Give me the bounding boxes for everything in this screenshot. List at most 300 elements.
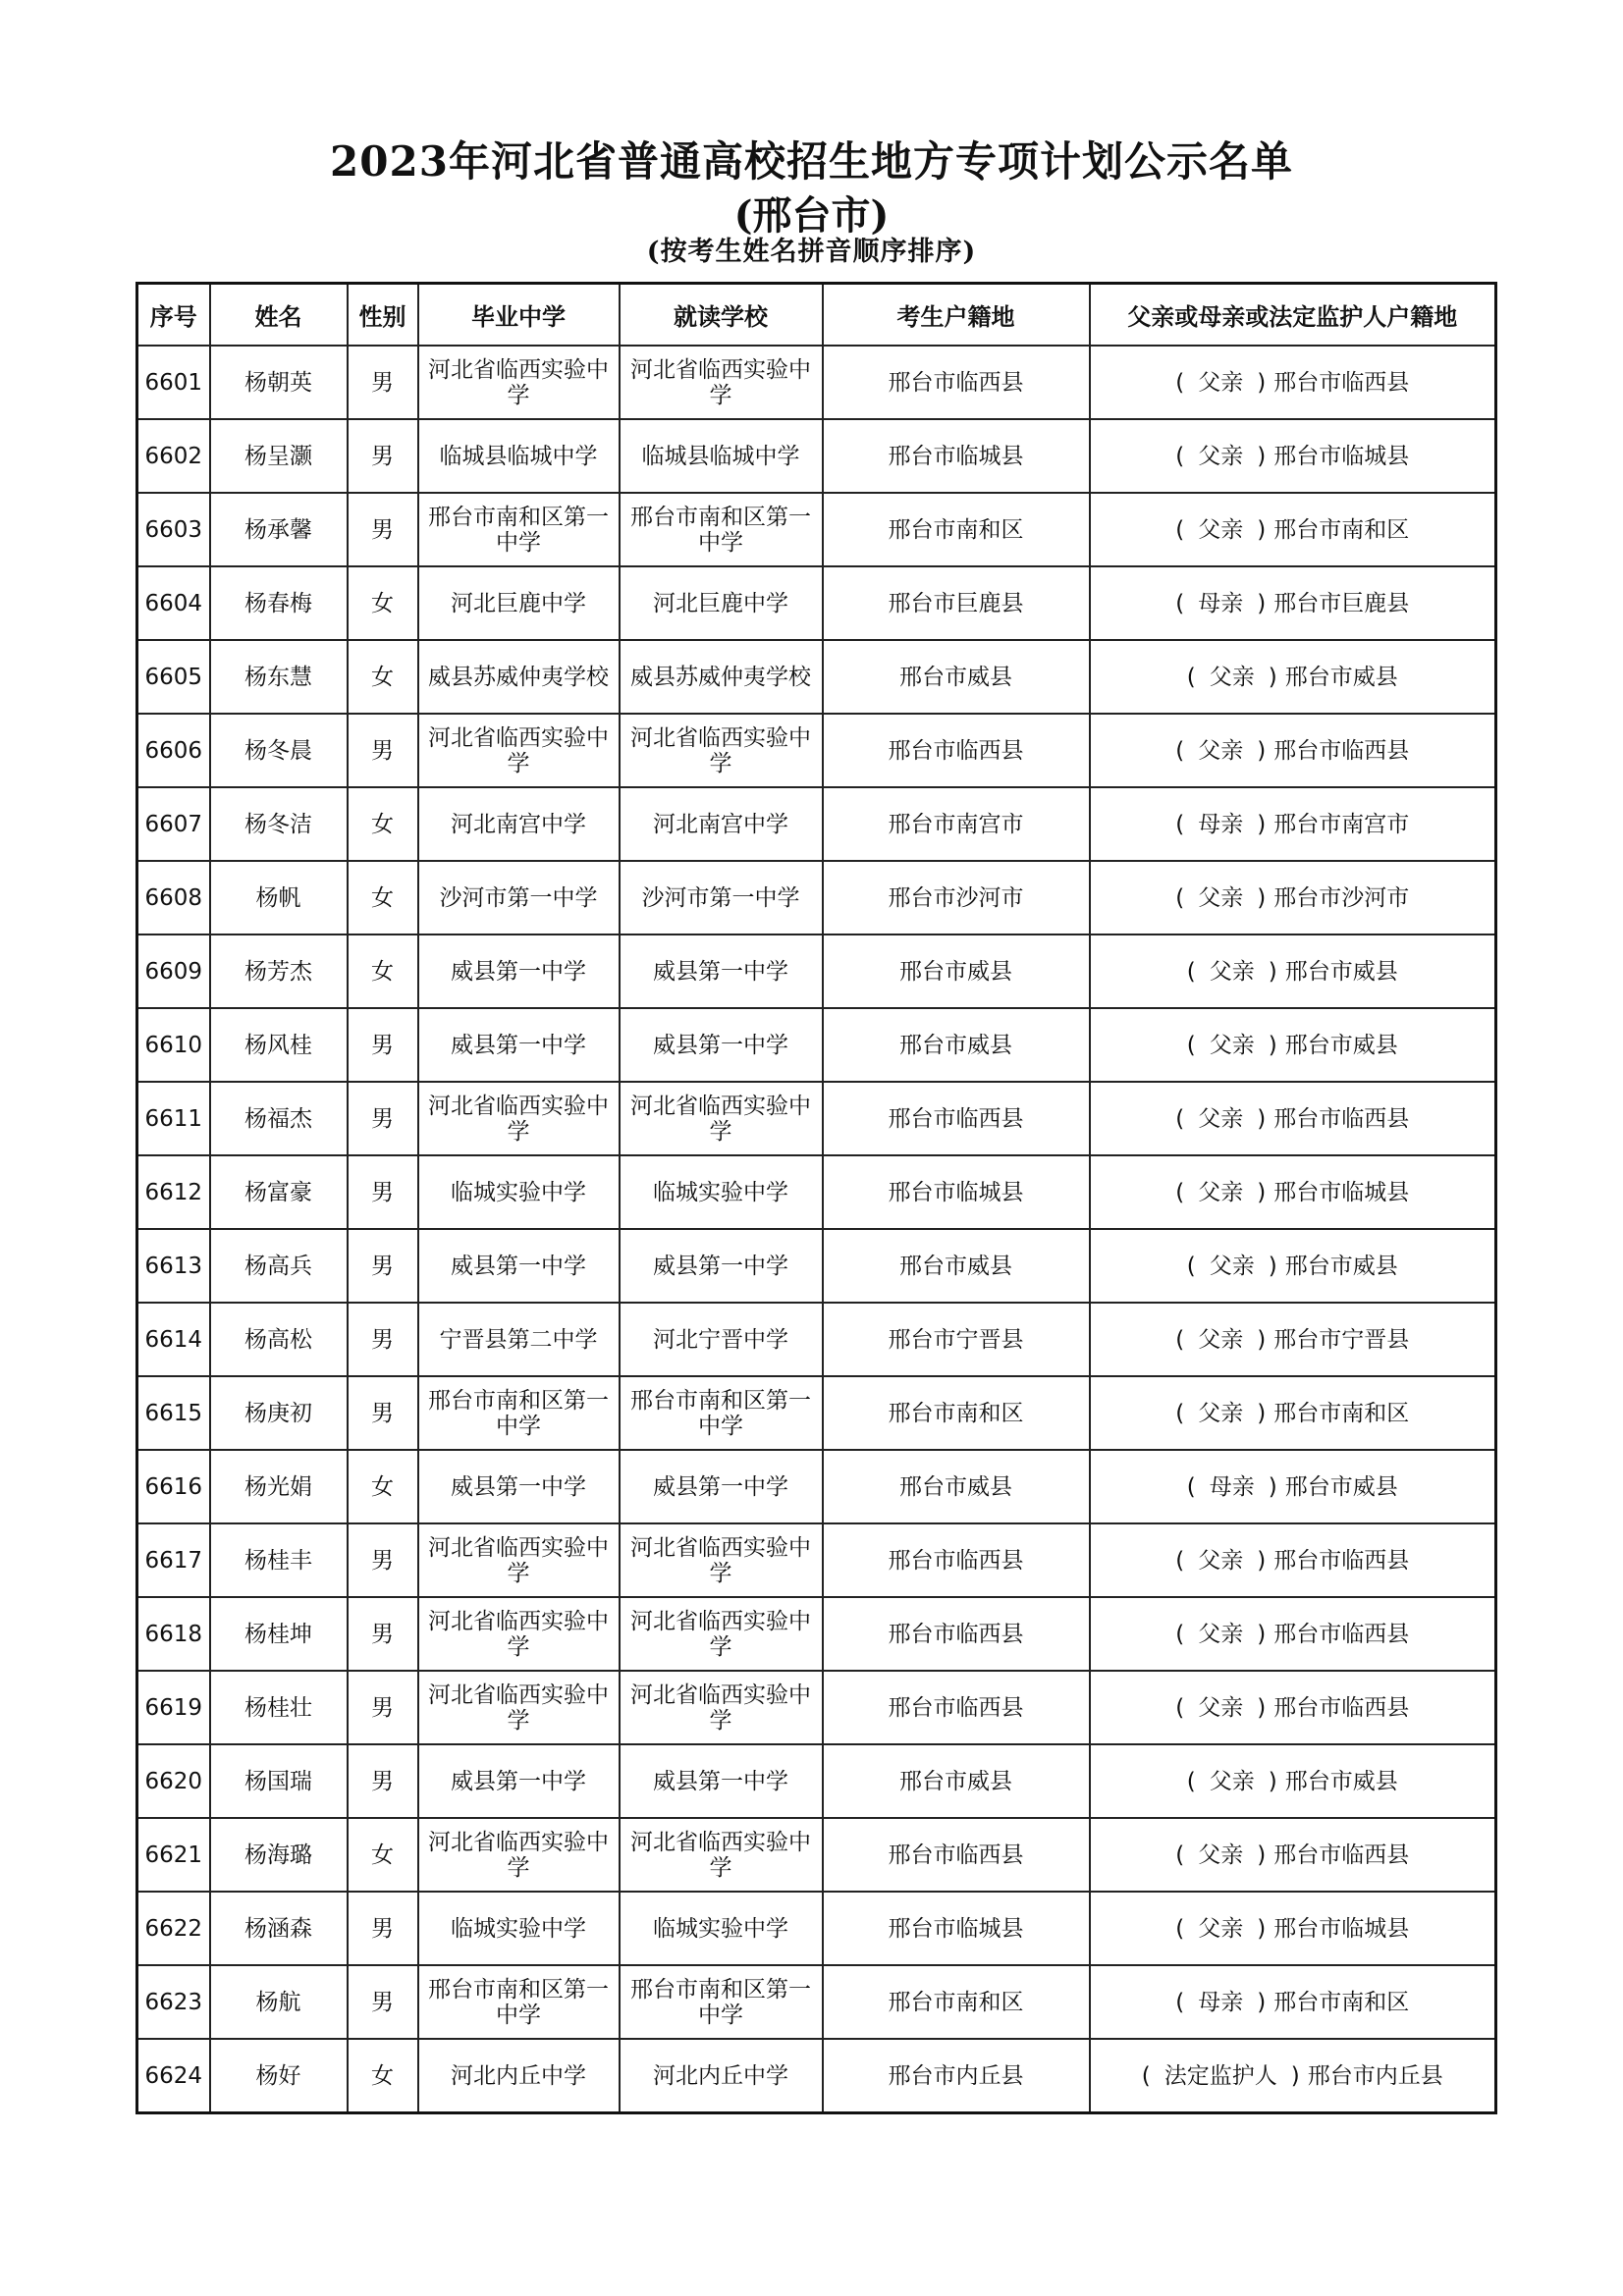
cell-guardian-registration [1090,1450,1496,1523]
cell-sex: 男 [348,1229,418,1303]
cell-name: 杨桂壮 [210,1671,348,1744]
guardian-place: 邢台市威县 [1284,958,1398,985]
cell-current-school: 河北省临西实验中学 [620,1671,823,1744]
cell-registration: 邢台市临西县 [823,1671,1090,1744]
cell-graduated-school: 威县第一中学 [418,1450,620,1523]
close-paren: ) [1268,1768,1277,1794]
cell-sex: 男 [348,1008,418,1082]
cell-sex: 女 [348,787,418,861]
cell-guardian-registration [1090,1082,1496,1155]
open-paren: ( [1175,811,1185,837]
cell-graduated-school: 邢台市南和区第一中学 [418,1376,620,1450]
guardian-place: 邢台市临西县 [1273,1547,1410,1574]
close-paren: ) [1268,1473,1277,1500]
document-title: 2023年河北省普通高校招生地方专项计划公示名单 [330,137,1293,186]
guardian-place: 邢台市威县 [1284,1253,1398,1279]
cell-name: 杨庚初 [210,1376,348,1450]
guardian-place: 邢台市威县 [1284,664,1398,690]
cell-number: 6615 [137,1376,210,1450]
document-subtitle: (邢台市) [733,192,890,239]
guardian-relation: 父亲 [1198,516,1244,543]
table-row [137,1008,1496,1082]
cell-name: 杨高兵 [210,1229,348,1303]
cell-sex: 男 [348,1376,418,1450]
cell-guardian-registration [1090,1744,1496,1818]
cell-graduated-school: 威县第一中学 [418,1229,620,1303]
cell-current-school: 威县第一中学 [620,1744,823,1818]
cell-graduated-school: 临城实验中学 [418,1155,620,1229]
guardian-relation: 父亲 [1198,1915,1244,1942]
cell-registration: 邢台市临城县 [823,419,1090,493]
close-paren: ) [1257,1621,1267,1647]
cell-sex: 男 [348,1597,418,1671]
cell-current-school: 河北内丘中学 [620,2039,823,2113]
table-row [137,493,1496,566]
cell-current-school: 邢台市南和区第一中学 [620,493,823,566]
close-paren: ) [1257,1547,1267,1574]
cell-registration: 邢台市沙河市 [823,861,1090,934]
cell-registration: 邢台市威县 [823,1008,1090,1082]
cell-graduated-school: 河北省临西实验中学 [418,1523,620,1597]
table-row [137,1597,1496,1671]
cell-number: 6624 [137,2039,210,2113]
close-paren: ) [1257,369,1267,396]
open-paren: ( [1175,516,1185,543]
cell-guardian-registration [1090,640,1496,714]
cell-current-school: 河北宁晋中学 [620,1303,823,1376]
cell-name: 杨东慧 [210,640,348,714]
cell-registration: 邢台市临西县 [823,346,1090,419]
cell-registration: 邢台市临西县 [823,1082,1090,1155]
open-paren: ( [1186,1032,1196,1058]
cell-current-school: 河北巨鹿中学 [620,566,823,640]
header-cell-current-school: 就读学校 [620,284,823,347]
cell-registration: 邢台市巨鹿县 [823,566,1090,640]
table-row [137,1376,1496,1450]
cell-graduated-school: 河北省临西实验中学 [418,1818,620,1892]
guardian-relation: 母亲 [1209,1473,1255,1500]
cell-guardian-registration [1090,1303,1496,1376]
cell-registration: 邢台市临城县 [823,1892,1090,1965]
guardian-relation: 父亲 [1198,737,1244,764]
guardian-relation: 母亲 [1198,1989,1244,2015]
guardian-relation: 法定监护人 [1163,2062,1277,2089]
open-paren: ( [1186,1253,1196,1279]
header-cell-name: 姓名 [210,284,348,347]
cell-guardian-registration [1090,346,1496,419]
cell-graduated-school: 邢台市南和区第一中学 [418,1965,620,2039]
cell-current-school: 河北省临西实验中学 [620,714,823,787]
cell-name: 杨朝英 [210,346,348,419]
table-row [137,2039,1496,2113]
cell-name: 杨承馨 [210,493,348,566]
cell-number: 6614 [137,1303,210,1376]
guardian-place: 邢台市临西县 [1273,1105,1410,1132]
cell-current-school: 临城县临城中学 [620,419,823,493]
cell-graduated-school: 威县第一中学 [418,934,620,1008]
table-row [137,419,1496,493]
cell-graduated-school: 河北巨鹿中学 [418,566,620,640]
cell-graduated-school: 威县第一中学 [418,1008,620,1082]
cell-guardian-registration [1090,1229,1496,1303]
cell-sex: 男 [348,1155,418,1229]
cell-sex: 男 [348,419,418,493]
guardian-relation: 父亲 [1209,1768,1255,1794]
cell-current-school: 河北省临西实验中学 [620,1082,823,1155]
cell-current-school: 河北省临西实验中学 [620,1818,823,1892]
cell-graduated-school: 河北省临西实验中学 [418,346,620,419]
cell-guardian-registration [1090,1376,1496,1450]
cell-number: 6618 [137,1597,210,1671]
open-paren: ( [1175,443,1185,469]
cell-sex: 女 [348,566,418,640]
cell-number: 6609 [137,934,210,1008]
cell-graduated-school: 河北省临西实验中学 [418,1082,620,1155]
table-row [137,1229,1496,1303]
cell-graduated-school: 临城实验中学 [418,1892,620,1965]
table-row [137,714,1496,787]
guardian-relation: 父亲 [1198,1547,1244,1574]
cell-guardian-registration [1090,1155,1496,1229]
cell-graduated-school: 威县第一中学 [418,1744,620,1818]
close-paren: ) [1257,811,1267,837]
cell-sex: 男 [348,1965,418,2039]
cell-graduated-school: 河北南宫中学 [418,787,620,861]
cell-number: 6601 [137,346,210,419]
close-paren: ) [1257,1179,1267,1205]
guardian-place: 邢台市临西县 [1273,1621,1410,1647]
cell-guardian-registration [1090,493,1496,566]
roster-table [135,282,1497,2114]
table-row [137,1818,1496,1892]
header-cell-sex: 性别 [348,284,418,347]
table-row [137,640,1496,714]
cell-guardian-registration [1090,566,1496,640]
cell-graduated-school: 宁晋县第二中学 [418,1303,620,1376]
open-paren: ( [1186,1768,1196,1794]
cell-registration: 邢台市临西县 [823,1523,1090,1597]
open-paren: ( [1175,1621,1185,1647]
cell-sex: 男 [348,714,418,787]
cell-sex: 男 [348,346,418,419]
cell-name: 杨呈灏 [210,419,348,493]
cell-current-school: 临城实验中学 [620,1155,823,1229]
cell-guardian-registration [1090,1671,1496,1744]
close-paren: ) [1257,1694,1267,1721]
table-row [137,566,1496,640]
cell-registration: 邢台市威县 [823,1229,1090,1303]
guardian-relation: 父亲 [1198,1842,1244,1868]
sort-note: (按考生姓名拼音顺序排序) [646,237,977,267]
cell-registration: 邢台市南和区 [823,493,1090,566]
cell-number: 6620 [137,1744,210,1818]
open-paren: ( [1175,737,1185,764]
open-paren: ( [1141,2062,1151,2089]
cell-number: 6607 [137,787,210,861]
cell-name: 杨冬晨 [210,714,348,787]
cell-graduated-school: 河北内丘中学 [418,2039,620,2113]
cell-registration: 邢台市威县 [823,1450,1090,1523]
cell-number: 6617 [137,1523,210,1597]
guardian-place: 邢台市临城县 [1273,1915,1410,1942]
header-row [137,284,1496,347]
open-paren: ( [1175,1989,1185,2015]
cell-guardian-registration [1090,1523,1496,1597]
cell-registration: 邢台市南和区 [823,1965,1090,2039]
guardian-relation: 父亲 [1209,1032,1255,1058]
open-paren: ( [1175,1547,1185,1574]
cell-sex: 男 [348,1082,418,1155]
open-paren: ( [1175,1694,1185,1721]
guardian-place: 邢台市南宫市 [1273,811,1410,837]
cell-number: 6622 [137,1892,210,1965]
cell-registration: 邢台市威县 [823,640,1090,714]
close-paren: ) [1268,1032,1277,1058]
cell-guardian-registration [1090,1597,1496,1671]
open-paren: ( [1186,1473,1196,1500]
cell-sex: 女 [348,1450,418,1523]
cell-graduated-school: 河北省临西实验中学 [418,1671,620,1744]
cell-name: 杨芳杰 [210,934,348,1008]
cell-name: 杨冬洁 [210,787,348,861]
table-row [137,1965,1496,2039]
guardian-place: 邢台市巨鹿县 [1273,590,1410,616]
cell-number: 6606 [137,714,210,787]
guardian-place: 邢台市临西县 [1273,369,1410,396]
cell-registration: 邢台市临西县 [823,714,1090,787]
close-paren: ) [1257,737,1267,764]
close-paren: ) [1257,1105,1267,1132]
cell-name: 杨富豪 [210,1155,348,1229]
cell-sex: 男 [348,1523,418,1597]
cell-registration: 邢台市宁晋县 [823,1303,1090,1376]
cell-current-school: 威县苏威仲夷学校 [620,640,823,714]
close-paren: ) [1257,1989,1267,2015]
guardian-relation: 父亲 [1198,1400,1244,1426]
open-paren: ( [1175,590,1185,616]
cell-number: 6608 [137,861,210,934]
guardian-place: 邢台市临西县 [1273,1694,1410,1721]
cell-number: 6605 [137,640,210,714]
guardian-relation: 父亲 [1198,1694,1244,1721]
guardian-place: 邢台市威县 [1284,1768,1398,1794]
guardian-relation: 父亲 [1198,884,1244,911]
open-paren: ( [1175,884,1185,911]
cell-graduated-school: 邢台市南和区第一中学 [418,493,620,566]
guardian-place: 邢台市威县 [1284,1473,1398,1500]
table-row [137,1155,1496,1229]
cell-current-school: 邢台市南和区第一中学 [620,1376,823,1450]
cell-registration: 邢台市南宫市 [823,787,1090,861]
cell-name: 杨国瑞 [210,1744,348,1818]
cell-current-school: 威县第一中学 [620,1008,823,1082]
cell-guardian-registration [1090,934,1496,1008]
guardian-relation: 父亲 [1198,1179,1244,1205]
close-paren: ) [1257,884,1267,911]
guardian-relation: 父亲 [1209,1253,1255,1279]
cell-number: 6610 [137,1008,210,1082]
guardian-place: 邢台市临西县 [1273,1842,1410,1868]
guardian-relation: 父亲 [1198,369,1244,396]
cell-name: 杨光娟 [210,1450,348,1523]
cell-current-school: 威县第一中学 [620,1229,823,1303]
cell-graduated-school: 沙河市第一中学 [418,861,620,934]
open-paren: ( [1186,664,1196,690]
cell-sex: 女 [348,1818,418,1892]
cell-guardian-registration [1090,2039,1496,2113]
table-row [137,1450,1496,1523]
cell-number: 6611 [137,1082,210,1155]
cell-name: 杨风桂 [210,1008,348,1082]
cell-sex: 男 [348,1892,418,1965]
close-paren: ) [1268,664,1277,690]
cell-registration: 邢台市南和区 [823,1376,1090,1450]
close-paren: ) [1268,958,1277,985]
cell-name: 杨涵森 [210,1892,348,1965]
guardian-place: 邢台市宁晋县 [1273,1326,1410,1353]
table-row [137,787,1496,861]
close-paren: ) [1257,1915,1267,1942]
cell-current-school: 河北省临西实验中学 [620,1523,823,1597]
guardian-relation: 父亲 [1198,1621,1244,1647]
cell-guardian-registration [1090,1965,1496,2039]
open-paren: ( [1175,1915,1185,1942]
guardian-relation: 父亲 [1198,443,1244,469]
guardian-place: 邢台市内丘县 [1307,2062,1443,2089]
close-paren: ) [1268,1253,1277,1279]
close-paren: ) [1257,1842,1267,1868]
open-paren: ( [1175,369,1185,396]
guardian-place: 邢台市南和区 [1273,1400,1410,1426]
cell-current-school: 威县第一中学 [620,934,823,1008]
table-row [137,861,1496,934]
cell-guardian-registration [1090,714,1496,787]
cell-name: 杨高松 [210,1303,348,1376]
cell-registration: 邢台市临城县 [823,1155,1090,1229]
cell-name: 杨帆 [210,861,348,934]
cell-number: 6616 [137,1450,210,1523]
cell-current-school: 河北省临西实验中学 [620,1597,823,1671]
guardian-place: 邢台市临城县 [1273,443,1410,469]
cell-number: 6602 [137,419,210,493]
table-row [137,1744,1496,1818]
open-paren: ( [1175,1326,1185,1353]
table-row [137,1671,1496,1744]
guardian-place: 邢台市南和区 [1273,1989,1410,2015]
open-paren: ( [1175,1105,1185,1132]
table-row [137,346,1496,419]
guardian-relation: 父亲 [1198,1105,1244,1132]
cell-name: 杨福杰 [210,1082,348,1155]
cell-current-school: 邢台市南和区第一中学 [620,1965,823,2039]
table-row [137,1523,1496,1597]
cell-number: 6623 [137,1965,210,2039]
cell-name: 杨好 [210,2039,348,2113]
guardian-relation: 母亲 [1198,811,1244,837]
close-paren: ) [1257,1400,1267,1426]
cell-guardian-registration [1090,419,1496,493]
cell-sex: 女 [348,2039,418,2113]
open-paren: ( [1175,1179,1185,1205]
cell-current-school: 河北省临西实验中学 [620,346,823,419]
table-row [137,1892,1496,1965]
close-paren: ) [1257,516,1267,543]
cell-guardian-registration [1090,1892,1496,1965]
cell-graduated-school: 河北省临西实验中学 [418,714,620,787]
cell-name: 杨桂坤 [210,1597,348,1671]
header-cell-no: 序号 [137,284,210,347]
guardian-place: 邢台市沙河市 [1273,884,1410,911]
cell-guardian-registration [1090,787,1496,861]
guardian-relation: 父亲 [1209,958,1255,985]
cell-registration: 邢台市威县 [823,934,1090,1008]
cell-sex: 女 [348,934,418,1008]
cell-number: 6621 [137,1818,210,1892]
cell-sex: 女 [348,861,418,934]
cell-graduated-school: 威县苏威仲夷学校 [418,640,620,714]
table-row [137,934,1496,1008]
open-paren: ( [1175,1400,1185,1426]
guardian-place: 邢台市威县 [1284,1032,1398,1058]
open-paren: ( [1186,958,1196,985]
cell-guardian-registration [1090,1008,1496,1082]
cell-number: 6619 [137,1671,210,1744]
cell-registration: 邢台市内丘县 [823,2039,1090,2113]
cell-registration: 邢台市威县 [823,1744,1090,1818]
guardian-relation: 父亲 [1198,1326,1244,1353]
guardian-place: 邢台市临城县 [1273,1179,1410,1205]
cell-current-school: 沙河市第一中学 [620,861,823,934]
cell-current-school: 威县第一中学 [620,1450,823,1523]
cell-sex: 男 [348,1303,418,1376]
cell-sex: 男 [348,493,418,566]
close-paren: ) [1257,443,1267,469]
table-row [137,1303,1496,1376]
close-paren: ) [1257,590,1267,616]
cell-number: 6603 [137,493,210,566]
cell-registration: 邢台市临西县 [823,1818,1090,1892]
cell-name: 杨海璐 [210,1818,348,1892]
guardian-relation: 母亲 [1198,590,1244,616]
cell-current-school: 河北南宫中学 [620,787,823,861]
header-cell-guardian-registration: 父亲或母亲或法定监护人户籍地 [1090,284,1496,347]
cell-name: 杨桂丰 [210,1523,348,1597]
guardian-place: 邢台市南和区 [1273,516,1410,543]
cell-number: 6612 [137,1155,210,1229]
cell-number: 6613 [137,1229,210,1303]
table-row [137,1082,1496,1155]
cell-name: 杨航 [210,1965,348,2039]
cell-graduated-school: 临城县临城中学 [418,419,620,493]
header-cell-registration: 考生户籍地 [823,284,1090,347]
header-cell-graduated-school: 毕业中学 [418,284,620,347]
cell-guardian-registration [1090,1818,1496,1892]
cell-registration: 邢台市临西县 [823,1597,1090,1671]
cell-sex: 男 [348,1671,418,1744]
close-paren: ) [1290,2062,1300,2089]
cell-number: 6604 [137,566,210,640]
cell-graduated-school: 河北省临西实验中学 [418,1597,620,1671]
guardian-place: 邢台市临西县 [1273,737,1410,764]
guardian-relation: 父亲 [1209,664,1255,690]
cell-sex: 女 [348,640,418,714]
cell-guardian-registration [1090,861,1496,934]
open-paren: ( [1175,1842,1185,1868]
close-paren: ) [1257,1326,1267,1353]
cell-current-school: 临城实验中学 [620,1892,823,1965]
cell-name: 杨春梅 [210,566,348,640]
cell-sex: 男 [348,1744,418,1818]
